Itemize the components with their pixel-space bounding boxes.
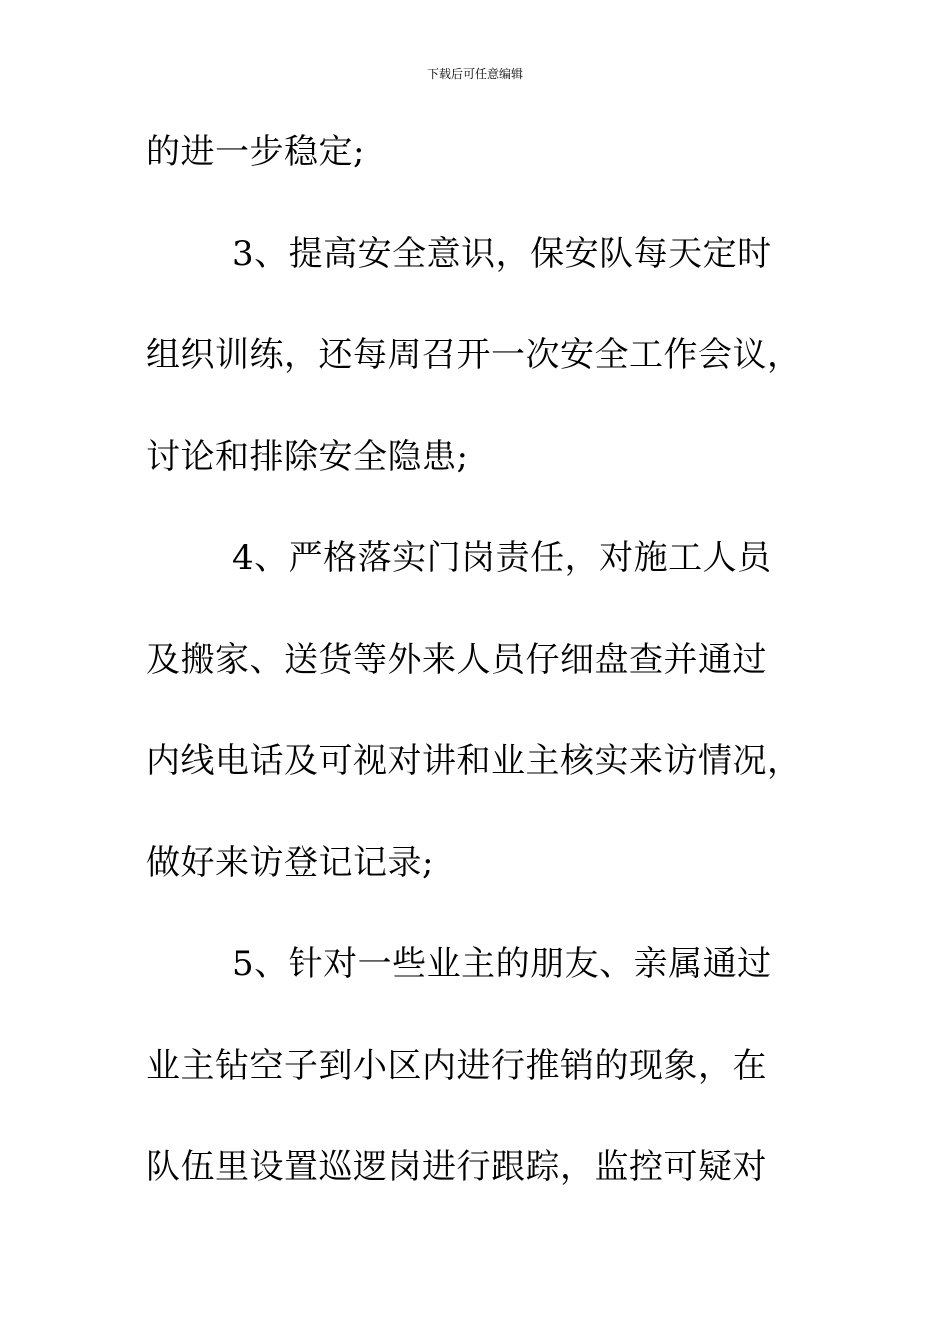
text-line-6: 及搬家、送货等外来人员仔细盘查并通过 [146, 639, 767, 680]
text-line-9: 5、针对一些业主的朋友、亲属通过 [232, 944, 772, 984]
text-line-3: 组织训练，还每周召开一次安全工作会议， [146, 335, 802, 375]
text-line-8: 做好来访登记记录; [146, 842, 434, 883]
page-header: 下载后可任意编辑 [426, 67, 523, 81]
document-body [146, 122, 806, 1239]
text-line-2: 3、提高安全意识，保安队每天定时 [232, 233, 772, 274]
text-line-1: 的进一步稳定; [146, 132, 365, 172]
text-line-5: 4、严格落实门岗责任，对施工人员 [232, 538, 772, 578]
text-line-7: 内线电话及可视对讲和业主核实来访情况， [146, 741, 802, 781]
text-line-4: 讨论和排除安全隐患; [146, 436, 469, 477]
text-line-11: 队伍里设置巡逻岗进行跟踪，监控可疑对 [146, 1147, 767, 1187]
text-line-10: 业主钻空子到小区内进行推销的现象，在 [146, 1045, 767, 1086]
